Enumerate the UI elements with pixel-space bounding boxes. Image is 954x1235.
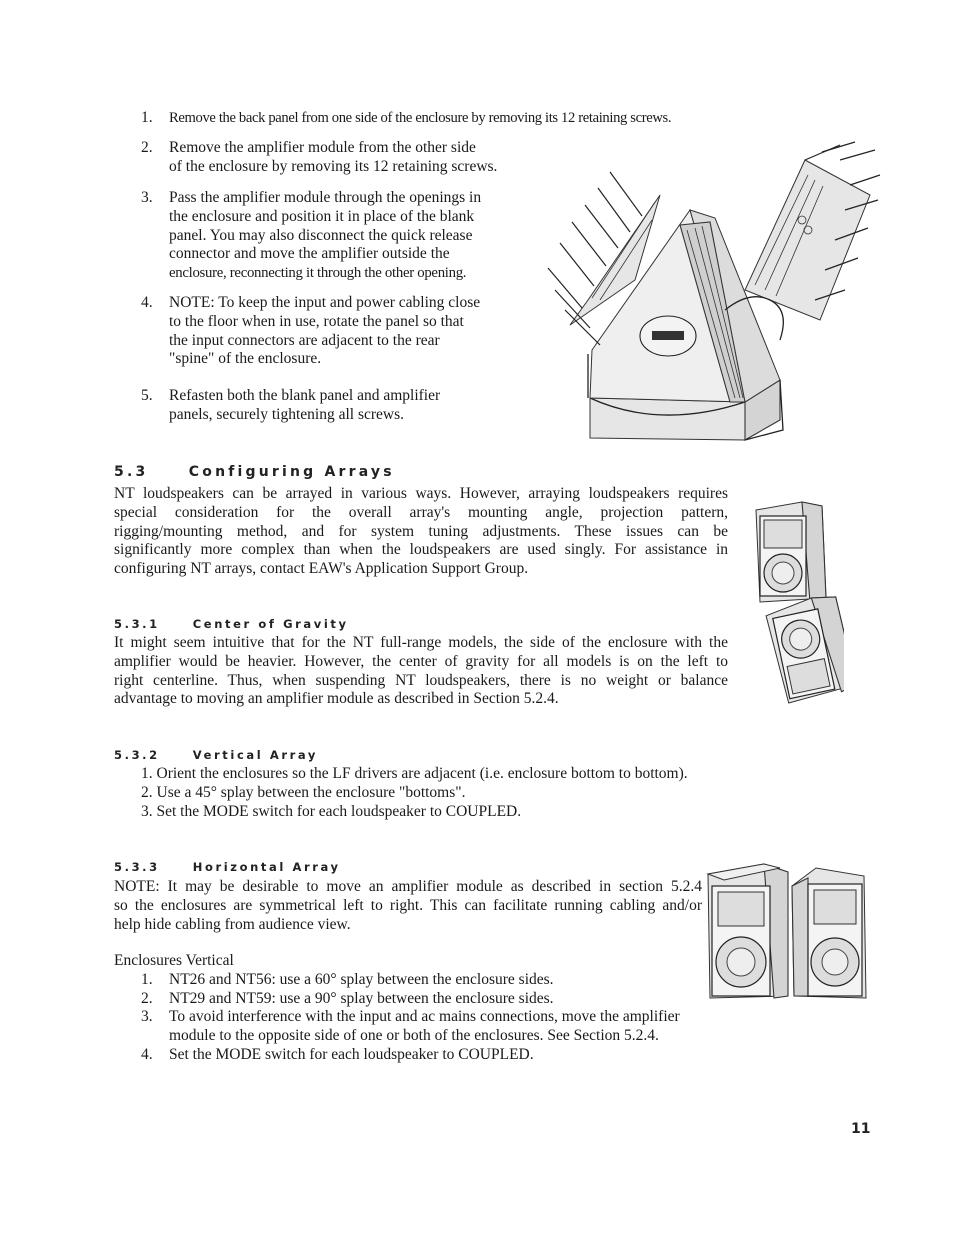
step-line: Remove the amplifier module from the other side [169,139,476,156]
body-line: significantly more complex than when the loudspeakers are used singly. For assistance in [114,541,728,559]
body-line: advantage to moving an amplifier module as described in Section 5.2.4. [114,690,559,708]
body-line: NOTE: It may be desirable to move an amplifier module as described in section 5.2.4 [114,878,702,895]
list-item: 3. Set the MODE switch for each loudspeaker to COUPLED. [141,802,522,820]
page-number: 11 [851,1121,871,1137]
body-line: configuring NT arrays, contact EAW's Application Support Group. [114,560,529,578]
item-number: 2. [141,990,153,1007]
section-5-3-3-note [114,878,702,934]
step-line: panels, securely tightening all screws. [169,405,405,423]
item-text: Set the MODE switch for each loudspeaker to COUPLED. [169,1046,534,1063]
step-number: 1. [141,109,153,126]
section-5-3-2-list [141,765,741,821]
section-5-3-body [114,485,728,579]
item-number: 4. [141,1046,153,1063]
step-line: the enclosure and position it in place of the blank [169,207,475,225]
item-line: To avoid interference with the input and ac mains connections, move the amplifier [169,1008,680,1025]
section-5-3-1-body [114,634,728,709]
enclosures-vertical-subheading: Enclosures Vertical [114,952,234,969]
list-item: 2. Use a 45° splay between the enclosure "bottoms". [141,783,466,801]
step-line: NOTE: To keep the input and power cabling close [169,294,481,311]
section-heading-5-3-3: 5.3.3 Horizontal Array [114,860,341,874]
section-heading-5-3: 5.3 Configuring Arrays [114,464,395,480]
body-line: It might seem intuitive that for the NT full-range models, the side of the enclosure with the [114,634,728,651]
step-line: enclosure, reconnecting it through the other opening. [169,265,467,282]
body-line: right centerline. Thus, when suspending NT loudspeakers, there is no weight or balance [114,671,728,689]
body-line: so the enclosures are symmetrical left to right. This can facilitate running cabling and/or [114,896,702,914]
step-number: 5. [141,387,153,404]
step-line: the input connectors are adjacent to the rear [169,331,440,349]
step-line: to the floor when in use, rotate the panel so that [169,312,464,330]
step-line: Pass the amplifier module through the openings in [169,189,482,206]
step-line: Refasten both the blank panel and amplifier [169,387,441,404]
body-line: amplifier would be heavier. However, the center of gravity for all models is on the left to [114,652,728,670]
body-line: help hide cabling from audience view. [114,915,351,933]
step-text: Remove the back panel from one side of the enclosure by removing its 12 retaining screws. [169,110,672,126]
item-text: NT26 and NT56: use a 60° splay between the enclosure sides. [169,971,554,988]
step-line: of the enclosure by removing its 12 retaining screws. [169,157,498,175]
section-heading-5-3-2: 5.3.2 Vertical Array [114,748,319,762]
horizontal-array-illustration [704,858,870,1004]
step-line: connector and move the amplifier outside the [169,245,450,263]
list-item: 1. Orient the enclosures so the LF drivers are adjacent (i.e. enclosure bottom to bottom). [141,765,688,782]
section-heading-5-3-1: 5.3.1 Center of Gravity [114,617,349,631]
step-number: 3. [141,189,153,206]
body-line: special consideration for the overall array's mounting angle, projection pattern, [114,503,728,521]
body-line: rigging/mounting method, and for system tuning adjustments. These issues can be [114,522,728,540]
item-line: module to the opposite side of one or both of the enclosures. See Section 5.2.4. [169,1026,659,1044]
vertical-array-illustration [752,498,844,704]
item-text: NT29 and NT59: use a 90° splay between the enclosure sides. [169,990,554,1007]
step-line: "spine" of the enclosure. [169,350,322,368]
step-number: 4. [141,294,153,311]
step-number: 2. [141,139,153,156]
enclosure-exploded-illustration [540,140,885,452]
item-number: 3. [141,1008,153,1025]
body-line: NT loudspeakers can be arrayed in various ways. However, arraying loudspeakers requires [114,485,728,502]
item-number: 1. [141,971,153,988]
step-line: panel. You may also disconnect the quick release [169,226,473,244]
